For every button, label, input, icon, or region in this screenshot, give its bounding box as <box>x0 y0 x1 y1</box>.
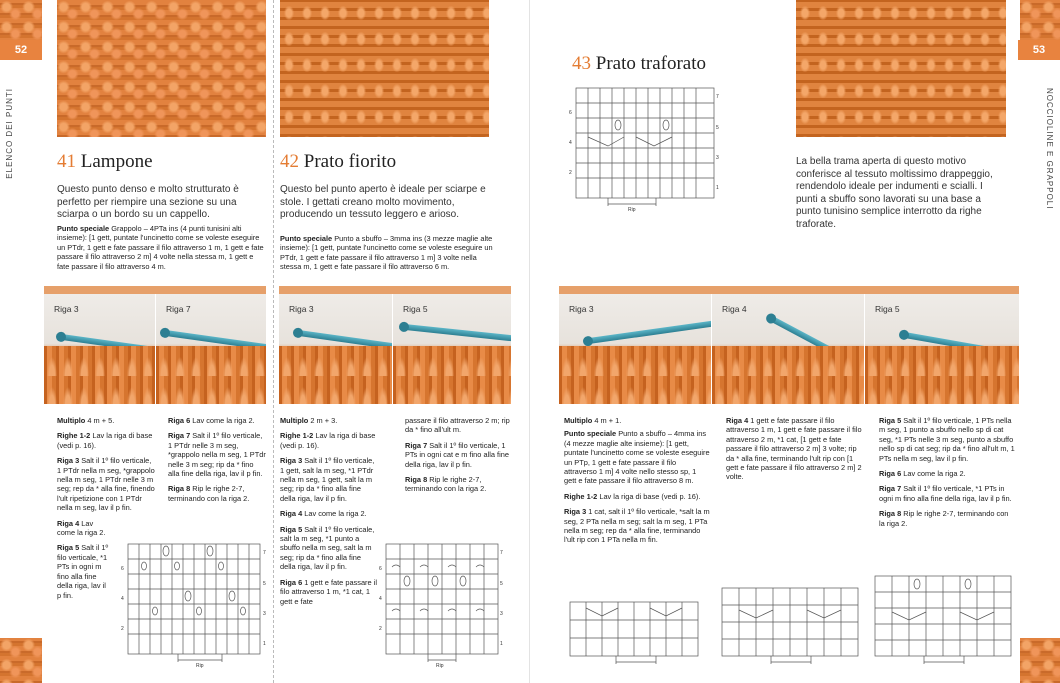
swatch-prato-traforato-photo <box>796 0 1006 137</box>
step <box>726 416 864 482</box>
step-text: Lav la riga di base (vedi p. 16). <box>599 491 701 501</box>
svg-text:4: 4 <box>569 140 572 146</box>
step-text: Lav come la riga 2. <box>304 509 367 519</box>
swatch-prato-fiorito-photo <box>280 0 489 137</box>
chart-footer: Rip <box>628 207 636 213</box>
step-photo-43-riga5 <box>865 294 1019 404</box>
yarn-loops <box>156 346 266 404</box>
multiplo-text: 2 m + 3. <box>310 416 338 425</box>
column-divider-left <box>273 0 274 683</box>
svg-text:2: 2 <box>121 626 124 632</box>
yarn-loops <box>393 346 511 404</box>
svg-text:7: 7 <box>716 94 719 100</box>
step-text: Salt il 1º filo verticale, salt la m seg, *1 punto a sbuffo nella m seg, salt la m seg; rip da * fino alla fine della riga, lav il p fin. <box>280 524 375 572</box>
step-label: Riga 8 <box>405 475 428 485</box>
pattern-41-intro: Questo punto denso e molto strutturato è perfetto per riempire una sezione su una sciarpa o un bordo su un cappello. <box>57 184 239 221</box>
step-label: Riga 8 <box>879 509 902 519</box>
photo-label: Riga 5 <box>875 304 900 314</box>
svg-text:6: 6 <box>121 566 124 572</box>
step-label: Righe 1-2 <box>564 491 598 501</box>
step-label: Riga 8 <box>168 484 191 494</box>
svg-text:1: 1 <box>263 641 266 647</box>
step <box>168 416 266 425</box>
step-text: Lav come la riga 2. <box>192 416 255 425</box>
right-page <box>530 0 1060 683</box>
step-text: Salt il 1º filo verticale, 1 PTdr nella m seg, *grappolo nella m seg, 1 PTdr nelle 3 m seg; rep da * alla fine, finendo l'ult ripetizione con 1 PTdr nella m seg, lav il p fin. <box>57 456 155 513</box>
step <box>57 519 112 538</box>
multiplo <box>57 416 155 425</box>
svg-text:1: 1 <box>500 641 503 647</box>
svg-text:2: 2 <box>569 170 572 176</box>
step <box>57 456 155 512</box>
pattern-43-chart <box>568 86 728 214</box>
step-text: Salt il 1º filo verticale, *1 PTs in ogni m fino alla fine della riga, lav il p fin. <box>879 484 1012 503</box>
step-label: Riga 6 <box>168 416 191 425</box>
swatch-lampone-photo <box>57 0 266 137</box>
multiplo-label: Multiplo <box>57 416 86 425</box>
step <box>280 525 378 572</box>
svg-text:1: 1 <box>716 185 719 191</box>
step <box>564 429 710 485</box>
multiplo <box>564 416 710 425</box>
step <box>879 469 1015 478</box>
svg-text:5: 5 <box>263 581 266 587</box>
pattern-43-number: 43 <box>572 53 591 74</box>
step-text: Lav come la riga 2. <box>57 518 106 538</box>
yarn-loops <box>559 346 711 404</box>
step-label: Riga 3 <box>57 456 80 466</box>
pattern-41-title <box>57 151 153 173</box>
step-text: 1 gett e fate passare il filo attraverso 1 m, 1 gett e fate passare il filo attraverso 2 m, *1 cat, [1 gett e fate passare il filo attraverso 2 m] 3 volte; rip da * alla fine, terminando l'ult rip con [1 gett e fate passare il filo attraverso 2 m] 2 volte. <box>726 416 862 482</box>
pattern-43-title <box>572 53 706 75</box>
step-label: Riga 6 <box>879 469 902 479</box>
yarn-loops <box>865 346 1019 404</box>
chart-footer: Rip <box>196 663 204 668</box>
svg-text:7: 7 <box>263 550 266 556</box>
pattern-42-chart <box>378 540 508 668</box>
step-text: Rip le righe 2-7, terminando con la riga 2. <box>405 475 487 494</box>
pattern-41-chart <box>118 540 270 668</box>
step <box>879 484 1015 503</box>
step-text: Lav la riga di base (vedi p. 16). <box>280 431 376 450</box>
photo-label: Riga 7 <box>166 304 191 314</box>
step-label: Riga 3 <box>564 507 587 517</box>
step-label: Punto speciale <box>564 429 617 439</box>
step-text: Lav come la riga 2. <box>903 469 966 479</box>
step-text: Rip le righe 2-7, terminando con la riga 2. <box>879 509 1009 528</box>
pattern-42-number: 42 <box>280 151 299 172</box>
step-text: 1 gett e fate passare il filo attraverso 1 m, *1 cat, 1 gett e fate <box>280 577 377 606</box>
step <box>280 431 378 450</box>
pattern-42-special <box>280 234 495 272</box>
photo-label: Riga 3 <box>569 304 594 314</box>
pattern-42-col2 <box>405 416 510 494</box>
photo-label: Riga 3 <box>54 304 79 314</box>
step <box>405 416 510 435</box>
corner-swatch-top <box>1020 0 1060 45</box>
step-label: Righe 1-2 <box>280 431 314 441</box>
corner-swatch-bottom <box>1020 638 1060 683</box>
step-label: Righe 1-2 <box>57 431 91 441</box>
multiplo-label: Multiplo <box>564 416 593 425</box>
page-number-right: 53 <box>1018 40 1060 60</box>
pattern-42-name: Prato fiorito <box>303 151 397 172</box>
section-bar-42 <box>279 286 511 294</box>
photo-label: Riga 4 <box>722 304 747 314</box>
svg-text:5: 5 <box>716 125 719 131</box>
step-text: Rip le righe 2-7, terminando con la riga 2. <box>168 484 250 503</box>
yarn-loops <box>44 346 155 404</box>
svg-text:3: 3 <box>716 155 719 161</box>
section-bar-41 <box>44 286 266 294</box>
pattern-42-col1 <box>280 416 378 606</box>
svg-text:7: 7 <box>500 550 503 556</box>
hook-icon <box>589 320 711 344</box>
step <box>280 456 378 503</box>
step <box>405 475 510 494</box>
chart-footer: Rip <box>436 663 444 668</box>
pattern-43-name: Prato traforato <box>595 53 707 74</box>
step <box>168 431 266 478</box>
special-text: Grappolo – 4PTa ins (4 punti tunisini alti insieme): [1 gett, puntate l'uncinetto come se voleste eseguire un PTdr, 1 gett e fate passare il filo attraverso 1 m, 1 gett e fate passare il filo attraverso 2 m] 4 volte nella stessa m, 1 gett e fate passare il filo attraverso 4 m. <box>57 224 264 271</box>
step <box>879 509 1015 528</box>
step-label: Riga 5 <box>879 416 902 425</box>
pattern-42-intro: Questo bel punto aperto è ideale per sciarpe e stole. I gettati creano molto movimento, producendo un tessuto leggero e arioso. <box>280 184 486 221</box>
step-label: Riga 6 <box>280 577 303 587</box>
step-text: Salt il 1º filo verticale, 1 PTs nella m seg, 1 punto a sbuffo nello sp di cat seg, *1 PTs nelle 3 m seg, punto a sbuffo nello sp di cat seg; rip da * fino all'ult m, 1 PTs nella m seg, lav il p fin. <box>879 416 1015 463</box>
step-label: Riga 4 <box>57 518 80 528</box>
pattern-43-step-chart-riga4 <box>716 586 864 668</box>
step-text: 1 cat, salt il 1º filo verticale, *salt la m seg, 2 PTa nella m seg; salt la m seg, 1 PTa nella m seg; rep da * alla fine, terminando l'ult rip con 1 PTa nella m fin. <box>564 507 710 545</box>
step-photo-42-riga5 <box>393 294 511 404</box>
svg-text:6: 6 <box>569 110 572 116</box>
svg-text:2: 2 <box>379 626 382 632</box>
side-label-left: ELENCO DEI PUNTI <box>5 88 14 179</box>
step-photo-41-riga3 <box>44 294 155 404</box>
svg-text:3: 3 <box>500 611 503 617</box>
photo-label: Riga 5 <box>403 304 428 314</box>
step-text: Punto a sbuffo – 4mma ins (4 mezze maglie alte insieme): [1 gett, puntate l'uncinetto come se voleste eseguire un PTp, 1 gett e fate passare il filo attraverso 1 m] 4 volte nello stesso sp, 1 gett e fate passare il filo attraverso 8 m. <box>564 429 710 486</box>
step <box>280 578 378 606</box>
step <box>405 441 510 469</box>
yarn-loops <box>279 346 392 404</box>
step-label: Riga 5 <box>57 543 80 553</box>
step-label: Riga 7 <box>879 484 902 494</box>
pattern-43-col1 <box>564 416 710 545</box>
section-bar-43 <box>559 286 1019 294</box>
multiplo-text: 4 m + 5. <box>87 416 115 425</box>
step-photo-41-riga7 <box>156 294 266 404</box>
step <box>168 484 266 503</box>
svg-text:4: 4 <box>121 596 124 602</box>
special-label: Punto speciale <box>57 224 110 233</box>
multiplo-text: 4 m + 1. <box>594 416 622 425</box>
yarn-loops <box>712 346 864 404</box>
step <box>879 416 1015 463</box>
corner-swatch-bottom <box>0 638 42 683</box>
step-photo-43-riga3 <box>559 294 711 404</box>
step-text: passare il filo attraverso 2 m; rip da * fino all'ult m. <box>405 416 510 435</box>
pattern-42-title <box>280 151 396 173</box>
multiplo-label: Multiplo <box>280 416 309 425</box>
step-label: Riga 4 <box>726 416 749 425</box>
svg-text:3: 3 <box>263 611 266 617</box>
page-number-left: 52 <box>0 40 42 60</box>
step <box>280 509 378 518</box>
step-label: Riga 5 <box>280 524 303 534</box>
pattern-41-col2 <box>168 416 266 503</box>
corner-swatch-top <box>0 0 42 45</box>
pattern-43-intro: La bella trama aperta di questo motivo conferisce al tessuto moltissimo drappeggio, rendendolo ideale per indumenti e scialli. I punti a sbuffo sono lavorati su una base a punto tunisino semplice interrotto da righe traforate. <box>796 156 993 230</box>
svg-text:6: 6 <box>379 566 382 572</box>
step <box>57 543 112 599</box>
step <box>564 492 710 501</box>
step-text: Lav la riga di base (vedi p. 16). <box>57 431 153 450</box>
pattern-41-name: Lampone <box>80 151 153 172</box>
pattern-43-step-chart-riga5 <box>869 574 1017 668</box>
step-text: Salt il 1º filo verticale, *1 PTs in ogni m fino alla fine della riga, lav il p fin. <box>57 543 109 600</box>
step-label: Riga 7 <box>405 440 428 450</box>
pattern-41-special <box>57 224 267 271</box>
side-label-right: NOCCIOLINE E GRAPPOLI <box>1045 88 1054 210</box>
step-photo-43-riga4 <box>712 294 864 404</box>
step-text: Salt il 1º filo verticale, 1 gett, salt la m seg, *1 PTdr nella m seg, 1 gett, salt la m seg; rip da * fino alla fine della riga, lav il p fin. <box>280 456 375 503</box>
multiplo <box>280 416 378 425</box>
step-label: Riga 7 <box>168 431 191 441</box>
hook-icon <box>405 324 511 341</box>
special-text: Punto a sbuffo – 3mma ins (3 mezze maglie alte insieme): [1 gett, puntate l'uncinetto come se voleste eseguire un PTdr, 1 gett e fate passare il filo attraverso 1 m] 3 volte nella stessa m, 1 gett e fate passare il filo attraverso 6 m. <box>280 234 493 272</box>
step <box>57 431 155 450</box>
pattern-43-step-chart-riga3 <box>564 600 704 668</box>
step-text: Salt il 1º filo verticale, 1 PTdr nelle 3 m seg, *grappolo nella m seg, 1 PTdr nelle 3 m seg; rip da * fino alla fine della riga, lav il p fin. <box>168 431 266 479</box>
step-text: Salt il 1º filo verticale, 1 PTs in ogni cat e m fino alla fine della riga, lav il p fin. <box>405 440 509 469</box>
step-label: Riga 3 <box>280 456 303 466</box>
pattern-43-col2 <box>726 416 864 482</box>
photo-label: Riga 3 <box>289 304 314 314</box>
special-label: Punto speciale <box>280 234 333 243</box>
step <box>564 507 710 545</box>
pattern-43-col3 <box>879 416 1015 528</box>
step-photo-42-riga3 <box>279 294 392 404</box>
pattern-41-number: 41 <box>57 151 76 172</box>
step-label: Riga 4 <box>280 509 303 519</box>
svg-text:4: 4 <box>379 596 382 602</box>
svg-text:5: 5 <box>500 581 503 587</box>
